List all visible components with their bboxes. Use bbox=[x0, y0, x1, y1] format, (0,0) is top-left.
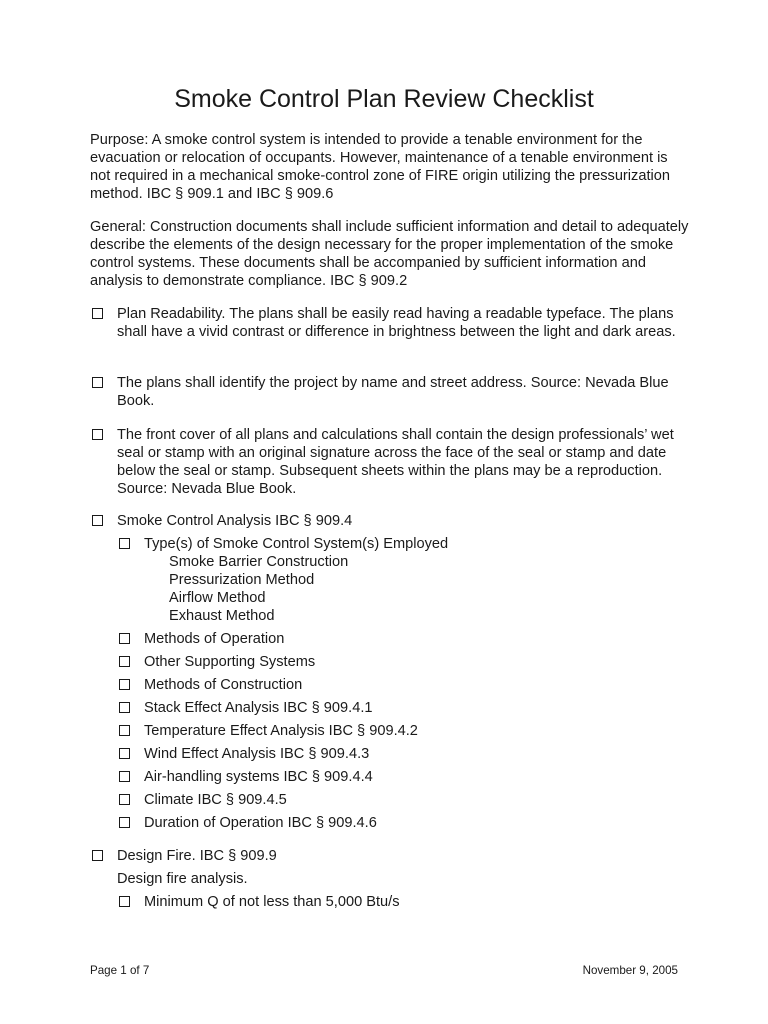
checkbox[interactable] bbox=[119, 817, 130, 828]
subitem-stack-effect bbox=[119, 699, 679, 717]
page-number: Page 1 of 7 bbox=[90, 964, 150, 977]
checkbox[interactable] bbox=[92, 515, 103, 526]
checkbox[interactable] bbox=[119, 725, 130, 736]
checkbox[interactable] bbox=[119, 656, 130, 667]
checklist-item-label: Design Fire. IBC § 909.9 bbox=[117, 848, 277, 864]
checkbox[interactable] bbox=[119, 538, 130, 549]
checkbox[interactable] bbox=[119, 771, 130, 782]
general-paragraph: General: Construction documents shall include sufficient information and detail to adequately describe the elements of the design necessary for the proper implementation of the smoke control systems. These documents shall be accompanied by sufficient information and analysis to demonstrate compliance. IBC § 909.2 bbox=[90, 219, 689, 289]
page-title: Smoke Control Plan Review Checklist bbox=[174, 85, 594, 113]
checkbox[interactable] bbox=[92, 850, 103, 861]
subitem-system-types bbox=[119, 535, 679, 553]
checkbox[interactable] bbox=[119, 794, 130, 805]
system-type: Exhaust Method bbox=[169, 608, 275, 624]
subitem-duration-of-operation bbox=[119, 814, 679, 832]
checklist-item-label: Plan Readability. The plans shall be easily read having a readable typeface. The plans shall have a vivid contrast or difference in brightness between the light and dark areas. bbox=[117, 306, 676, 340]
subitem-label: Climate IBC § 909.4.5 bbox=[144, 792, 287, 808]
checklist-item-project-identification bbox=[92, 374, 682, 410]
checklist-item-label: The plans shall identify the project by name and street address. Source: Nevada Blue Book. bbox=[117, 375, 669, 409]
design-fire-analysis-text: Design fire analysis. bbox=[117, 871, 248, 887]
checkbox[interactable] bbox=[119, 748, 130, 759]
system-type: Pressurization Method bbox=[169, 572, 315, 588]
checklist-item-design-fire bbox=[92, 847, 682, 865]
checklist-item-label: Smoke Control Analysis IBC § 909.4 bbox=[117, 513, 353, 529]
checklist-item-label: The front cover of all plans and calculations shall contain the design professionals’ wet seal or stamp with an original signature across the face of the seal or stamp and date below the seal or stamp. Subsequent sheets within the plans may be a reproduction. Source: Nevada Blue Book. bbox=[117, 427, 674, 497]
subitem-air-handling bbox=[119, 768, 679, 786]
subitem-wind-effect bbox=[119, 745, 679, 763]
document-date: November 9, 2005 bbox=[582, 964, 678, 977]
checkbox[interactable] bbox=[119, 633, 130, 644]
subitem-other-supporting-systems bbox=[119, 653, 679, 671]
subitem-label: Minimum Q of not less than 5,000 Btu/s bbox=[144, 894, 400, 910]
checklist-item-plan-readability bbox=[92, 305, 682, 341]
system-type: Airflow Method bbox=[169, 590, 266, 606]
subitem-temperature-effect bbox=[119, 722, 679, 740]
checklist-item-front-cover-seal bbox=[92, 426, 682, 498]
subitem-label: Temperature Effect Analysis IBC § 909.4.2 bbox=[144, 723, 418, 739]
subitem-climate bbox=[119, 791, 679, 809]
subitem-label: Wind Effect Analysis IBC § 909.4.3 bbox=[144, 746, 370, 762]
system-type: Smoke Barrier Construction bbox=[169, 554, 349, 570]
subitem-label: Methods of Operation bbox=[144, 631, 285, 647]
checkbox[interactable] bbox=[92, 308, 103, 319]
subitem-label: Other Supporting Systems bbox=[144, 654, 316, 670]
subitem-label: Duration of Operation IBC § 909.4.6 bbox=[144, 815, 377, 831]
checkbox[interactable] bbox=[92, 429, 103, 440]
checklist-item-smoke-control-analysis bbox=[92, 512, 682, 530]
checkbox[interactable] bbox=[119, 702, 130, 713]
subitem-label: Methods of Construction bbox=[144, 677, 303, 693]
subitem-minimum-q bbox=[119, 893, 679, 911]
checkbox[interactable] bbox=[119, 679, 130, 690]
subitem-label: Stack Effect Analysis IBC § 909.4.1 bbox=[144, 700, 373, 716]
checkbox[interactable] bbox=[92, 377, 103, 388]
checkbox[interactable] bbox=[119, 896, 130, 907]
purpose-paragraph: Purpose: A smoke control system is intended to provide a tenable environment for the evacuation or relocation of occupants. However, maintenance of a tenable environment is not required in a mechanical smoke-control zone of FIRE origin utilizing the pressurization method. IBC § 909.1 and IBC § 909.6 bbox=[90, 132, 670, 202]
subitem-methods-of-operation bbox=[119, 630, 679, 648]
subitem-label: Air-handling systems IBC § 909.4.4 bbox=[144, 769, 373, 785]
subitem-label: Type(s) of Smoke Control System(s) Employed bbox=[144, 536, 449, 552]
subitem-methods-of-construction bbox=[119, 676, 679, 694]
